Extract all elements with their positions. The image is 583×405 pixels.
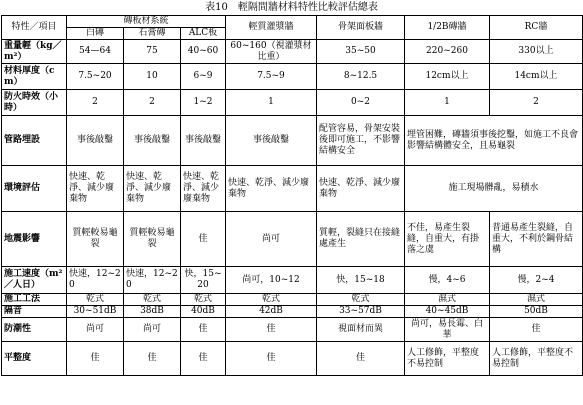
table-cell: 快速、乾淨、減少廢棄物 — [67, 166, 124, 212]
table-cell: 普通易產生裂縫，自重大，不利於鋼骨結構 — [490, 212, 583, 267]
column-header: ALC板 — [181, 28, 226, 40]
table-row — [2, 40, 583, 64]
row-label: 平整度 — [2, 342, 67, 376]
table-cell: 事後敲鑿 — [124, 116, 181, 166]
table-row — [2, 166, 583, 212]
table-cell: 乾式 — [226, 294, 317, 306]
table-cell: 濕式 — [405, 294, 490, 306]
table-cell: 40~45dB — [405, 306, 490, 318]
table-cell: 54—64 — [67, 40, 124, 64]
table-cell: 1~2 — [181, 90, 226, 116]
table-cell: 尚可 — [67, 318, 124, 342]
table-cell: 人工修飾，平整度不易控制 — [405, 342, 490, 376]
row-label: 地震影響 — [2, 212, 67, 267]
table-cell: 佳 — [317, 342, 405, 376]
column-header: 白磚 — [67, 28, 124, 40]
table-cell: 75 — [124, 40, 181, 64]
table-cell: 1 — [226, 90, 317, 116]
table-cell: 6~9 — [181, 64, 226, 90]
table-cell: 乾式 — [317, 294, 405, 306]
group-header-brick-system: 磚板材系統 — [67, 16, 226, 28]
table-cell: 35~50 — [317, 40, 405, 64]
table-cell: 視面材而異 — [317, 318, 405, 342]
table-cell: 質輕，裂縫只在接縫處產生 — [317, 212, 405, 267]
column-header: 骨架面板牆 — [317, 16, 405, 40]
table-cell: 33~57dB — [317, 306, 405, 318]
table-cell: 快速、乾淨、減少廢棄物 — [317, 166, 405, 212]
column-header: 1/2B磚牆 — [405, 16, 490, 40]
row-label: 施工工法 — [2, 294, 67, 306]
table-cell: 尚可 — [226, 212, 317, 267]
table-cell: 40~60 — [181, 40, 226, 64]
table-cell: 配管容易，骨架安裝後即可施工，不影響結構安全 — [317, 116, 405, 166]
table-row — [2, 267, 583, 294]
table-cell: 施工現場髒亂，易積水 — [405, 166, 583, 212]
table-cell: 乾式 — [181, 294, 226, 306]
table-cell: 人工修飾，平整度不易控制 — [490, 342, 583, 376]
row-label: 重量輕（kg／m²） — [2, 40, 67, 64]
row-label: 管路埋設 — [2, 116, 67, 166]
table-cell: 不佳，易產生裂縫，自重大，有掛落之虞 — [405, 212, 490, 267]
table-row — [2, 116, 583, 166]
table-cell: 8~12.5 — [317, 64, 405, 90]
table-row — [2, 212, 583, 267]
table-cell: 38dB — [124, 306, 181, 318]
table-cell: 快速、乾淨、減少廢棄物 — [226, 166, 317, 212]
column-header: RC牆 — [490, 16, 583, 40]
table-cell: 快速，12~20 — [67, 267, 124, 294]
table-cell: 埋管困難，磚牆須事後挖鑿，如施工不良會影響結構體安全，且易龜裂 — [405, 116, 583, 166]
table-cell: 2 — [490, 90, 583, 116]
table-cell: 7.5~9 — [226, 64, 317, 90]
table-cell: 佳 — [490, 318, 583, 342]
table-cell: 質輕較易龜裂 — [124, 212, 181, 267]
table-cell: 快，15~18 — [317, 267, 405, 294]
table-cell: 10 — [124, 64, 181, 90]
table-row — [2, 64, 583, 90]
table-title: 表10 輕隔間牆材料特性比較評估總表 — [205, 2, 378, 13]
table-row — [2, 342, 583, 376]
table-cell: 事後敲鑿 — [181, 116, 226, 166]
table-cell: 快，15~20 — [181, 267, 226, 294]
row-label: 環境評估 — [2, 166, 67, 212]
table-cell: 佳 — [181, 342, 226, 376]
table-cell: 佳 — [226, 342, 317, 376]
table-cell: 佳 — [124, 342, 181, 376]
table-cell: 快速、乾淨、減少廢棄物 — [124, 166, 181, 212]
table-cell: 快速，12~20 — [124, 267, 181, 294]
table-cell: 慢，2~4 — [490, 267, 583, 294]
table-cell: 快速、乾淨、減少廢棄物 — [181, 166, 226, 212]
table-row — [2, 90, 583, 116]
row-label: 材料厚度（cm） — [2, 64, 67, 90]
table-cell: 330以上 — [490, 40, 583, 64]
table-row — [2, 318, 583, 342]
row-label: 防火時效（小時） — [2, 90, 67, 116]
table-cell: 30~51dB — [67, 306, 124, 318]
table-cell: 220~260 — [405, 40, 490, 64]
table-cell: 事後敲鑿 — [67, 116, 124, 166]
table-cell: 質輕較易龜裂 — [67, 212, 124, 267]
table-cell: 42dB — [226, 306, 317, 318]
row-header-cell: 特性／項目 — [2, 16, 67, 40]
column-header: 石膏磚 — [124, 28, 181, 40]
table-cell: 14cm以上 — [490, 64, 583, 90]
row-label: 隔音 — [2, 306, 67, 318]
table-row — [2, 294, 583, 306]
table-cell: 事後敲鑿 — [226, 116, 317, 166]
table-cell: 佳 — [67, 342, 124, 376]
row-label: 施工速度（m²／人日） — [2, 267, 67, 294]
table-cell: 慢，4~6 — [405, 267, 490, 294]
column-header: 輕質灌漿牆 — [226, 16, 317, 40]
table-cell: 乾式 — [124, 294, 181, 306]
table-cell: 佳 — [226, 318, 317, 342]
table-cell: 0~2 — [317, 90, 405, 116]
table-cell: 12cm以上 — [405, 64, 490, 90]
row-label: 防潮性 — [2, 318, 67, 342]
table-cell: 40dB — [181, 306, 226, 318]
table-cell: 60~160（視灌漿材比重） — [226, 40, 317, 64]
table-cell: 尚可 — [124, 318, 181, 342]
table-cell: 2 — [124, 90, 181, 116]
table-cell: 7.5~20 — [67, 64, 124, 90]
table-cell: 佳 — [181, 318, 226, 342]
table-cell: 佳 — [181, 212, 226, 267]
table-cell: 1 — [405, 90, 490, 116]
table-cell: 50dB — [490, 306, 583, 318]
table-cell: 濕式 — [490, 294, 583, 306]
table-cell: 尚可，10~12 — [226, 267, 317, 294]
table-cell: 乾式 — [67, 294, 124, 306]
table-header-row — [2, 16, 583, 28]
table-cell: 2 — [67, 90, 124, 116]
comparison-table — [1, 15, 583, 376]
table-row — [2, 306, 583, 318]
table-cell: 尚可，易長霉、白華 — [405, 318, 490, 342]
